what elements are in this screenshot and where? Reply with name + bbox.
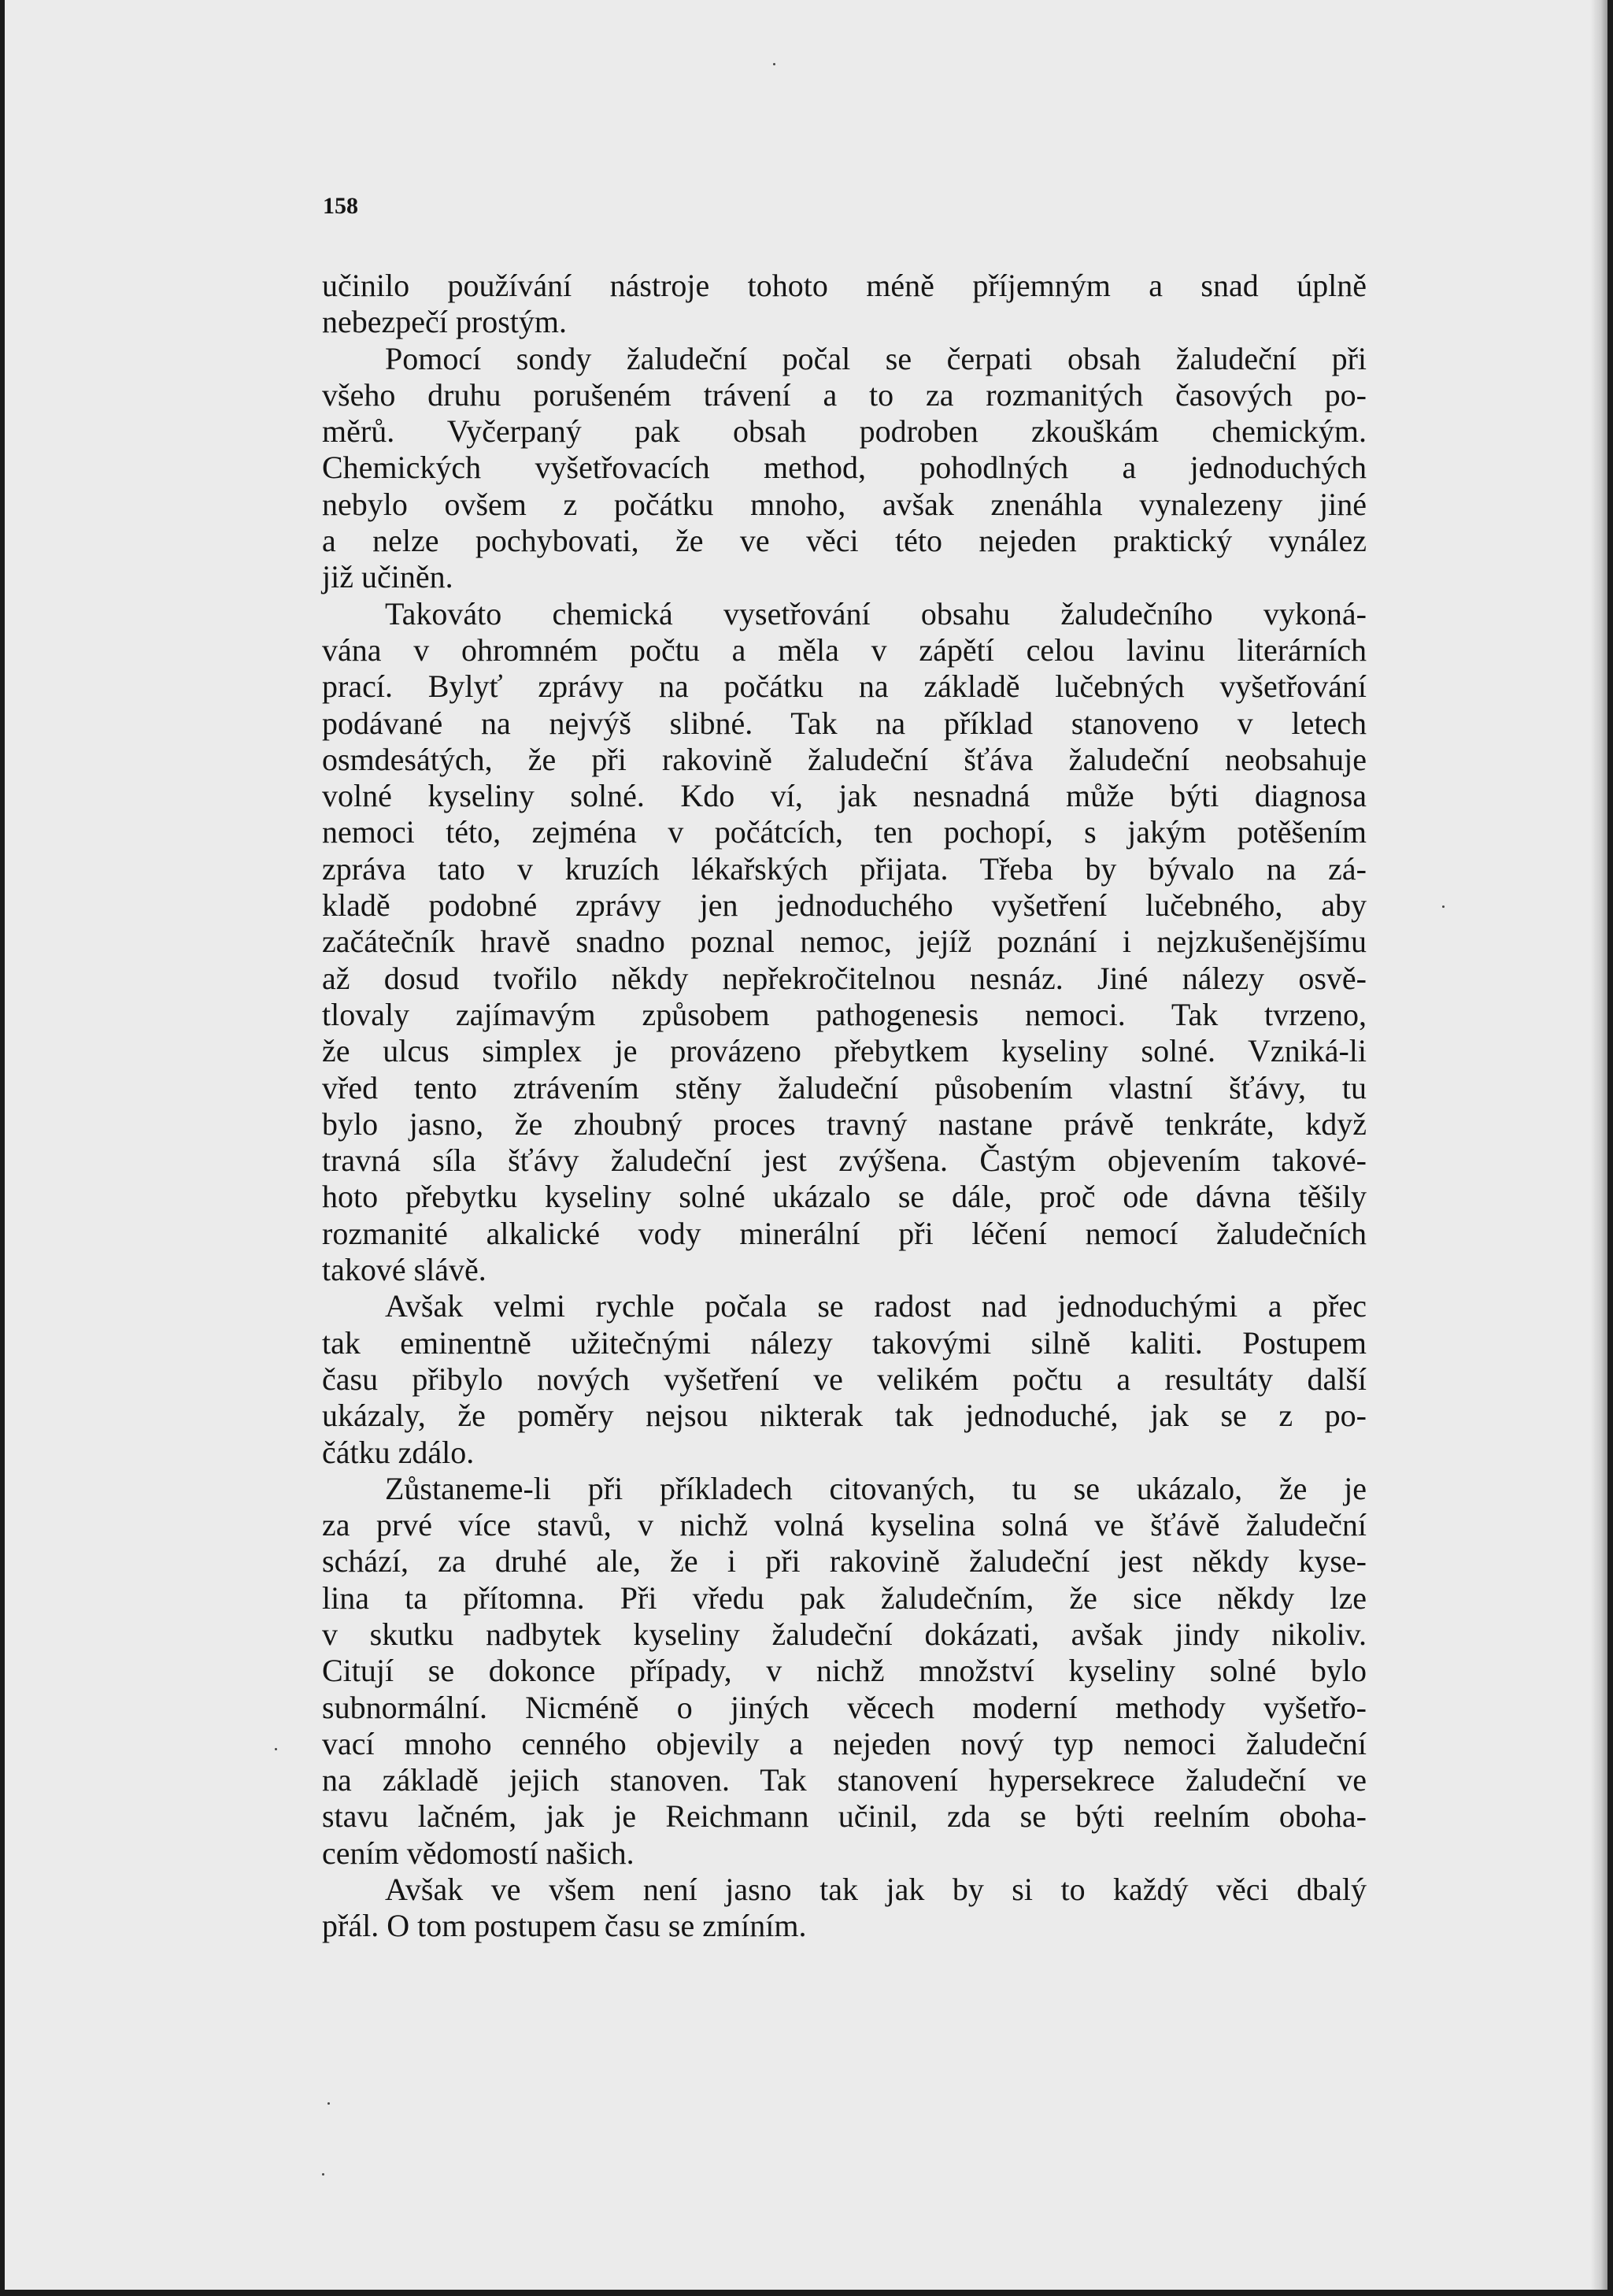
text-line: vací mnoho cenného objevily a nejeden nový typ nemoci žaludeční — [322, 1725, 1367, 1761]
page-number: 158 — [323, 193, 358, 219]
text-line: učinilo používání nástroje tohoto méně příjemným a snad úplně — [322, 268, 1367, 303]
text-line: takové slávě. — [322, 1252, 486, 1288]
text-line: a nelze pochybovati, že ve věci této nejeden praktický vynález — [322, 523, 1367, 559]
text-line: na základě jejich stanoven. Tak stanovení hypersekrece žaludeční ve — [322, 1762, 1367, 1798]
text-line: lina ta přítomna. Při vředu pak žaludečním, že sice někdy lze — [322, 1579, 1367, 1616]
page-edge-shadow — [1590, 0, 1607, 2290]
text-line: čátku zdálo. — [322, 1434, 475, 1470]
text-line: vřed tento ztrávením stěny žaludeční působením vlastní šťávy, tu — [322, 1069, 1367, 1105]
text-line: travná síla šťávy žaludeční jest zvýšena. Častým objevením takové- — [322, 1142, 1367, 1179]
text-line: stavu lačném, jak je Reichmann učinil, zda se býti reelním oboha- — [322, 1798, 1367, 1835]
text-line: Takováto chemická vysetřování obsahu žaludečního vykoná- — [385, 595, 1367, 631]
text-line: nebylo ovšem z počátku mnoho, avšak znenáhla vynalezeny jiné — [322, 486, 1367, 522]
text-line: tak eminentně užitečnými nálezy takovými silně kaliti. Postupem — [322, 1324, 1367, 1361]
text-line: v skutku nadbytek kyseliny žaludeční dokázati, avšak jindy nikoliv. — [322, 1616, 1367, 1652]
text-line: bylo jasno, že zhoubný proces travný nastane právě tenkráte, když — [322, 1105, 1367, 1142]
text-line: Citují se dokonce případy, v nichž množství kyseliny solné bylo — [322, 1653, 1367, 1689]
text-line: subnormální. Nicméně o jiných věcech moderní methody vyšetřo- — [322, 1689, 1367, 1725]
text-line: již učiněn. — [322, 559, 453, 595]
text-line: nemoci této, zejména v počátcích, ten pochopí, s jakým potěšením — [322, 814, 1367, 850]
text-line: volné kyseliny solné. Kdo ví, jak nesnadná může býti diagnosa — [322, 778, 1367, 814]
scanned-page — [5, 0, 1607, 2290]
body-text — [322, 268, 1367, 1945]
text-line: za prvé více stavů, v nichž volná kyselina solná ve šťávě žaludeční — [322, 1507, 1367, 1543]
text-line: ukázaly, že poměry nejsou nikterak tak jednoduché, jak se z po- — [322, 1398, 1367, 1434]
scan-speck — [1442, 905, 1445, 908]
text-line: měrů. Vyčerpaný pak obsah podroben zkouškám chemickým. — [322, 413, 1367, 450]
text-line: Zůstaneme-li při příkladech citovaných, tu se ukázalo, že je — [385, 1470, 1367, 1506]
text-line: Avšak velmi rychle počala se radost nad jednoduchými a přec — [385, 1288, 1367, 1324]
text-line: kladě podobné zprávy jen jednoduchého vyšetření lučebného, aby — [322, 887, 1367, 924]
text-line: podávané na nejvýš slibné. Tak na příklad stanoveno v letech — [322, 705, 1367, 741]
text-line: nebezpečí prostým. — [322, 304, 567, 340]
text-line: Chemických vyšetřovacích method, pohodlných a jednoduchých — [322, 450, 1367, 486]
text-line: schází, za druhé ale, že i při rakovině žaludeční jest někdy kyse- — [322, 1543, 1367, 1579]
scan-speck — [322, 2173, 324, 2176]
text-line: tlovaly zajímavým způsobem pathogenesis nemoci. Tak tvrzeno, — [322, 996, 1367, 1032]
text-line: prací. Bylyť zprávy na počátku na základě lučebných vyšetřování — [322, 668, 1367, 705]
text-line: že ulcus simplex je provázeno přebytkem kyseliny solné. Vzniká-li — [322, 1033, 1367, 1069]
text-line: cením vědomostí našich. — [322, 1835, 634, 1871]
text-line: zpráva tato v kruzích lékařských přijata. Třeba by bývalo na zá- — [322, 850, 1367, 887]
scan-speck — [773, 63, 775, 65]
scan-speck — [275, 1748, 277, 1750]
text-line: všeho druhu porušeném trávení a to za rozmanitých časových po- — [322, 376, 1367, 413]
text-line: Avšak ve všem není jasno tak jak by si to každý věci dbalý — [385, 1872, 1367, 1908]
text-line: osmdesátých, že při rakovině žaludeční šťáva žaludeční neobsahuje — [322, 741, 1367, 777]
text-line: rozmanité alkalické vody minerální při léčení nemocí žaludečních — [322, 1215, 1367, 1251]
text-line: začátečník hravě snadno poznal nemoc, jejíž poznání i nejzkušenějšímu — [322, 924, 1367, 960]
text-line: Pomocí sondy žaludeční počal se čerpati obsah žaludeční při — [385, 340, 1367, 376]
text-line: hoto přebytku kyseliny solné ukázalo se dále, proč ode dávna těšily — [322, 1179, 1367, 1215]
text-line: vána v ohromném počtu a měla v zápětí celou lavinu literárních — [322, 631, 1367, 668]
text-line: až dosud tvořilo někdy nepřekročitelnou nesnáz. Jiné nálezy osvě- — [322, 960, 1367, 996]
scan-speck — [327, 2102, 330, 2105]
text-line: času přibylo nových vyšetření ve velikém počtu a resultáty další — [322, 1361, 1367, 1397]
text-line: přál. O tom postupem času se zmíním. — [322, 1908, 807, 1944]
